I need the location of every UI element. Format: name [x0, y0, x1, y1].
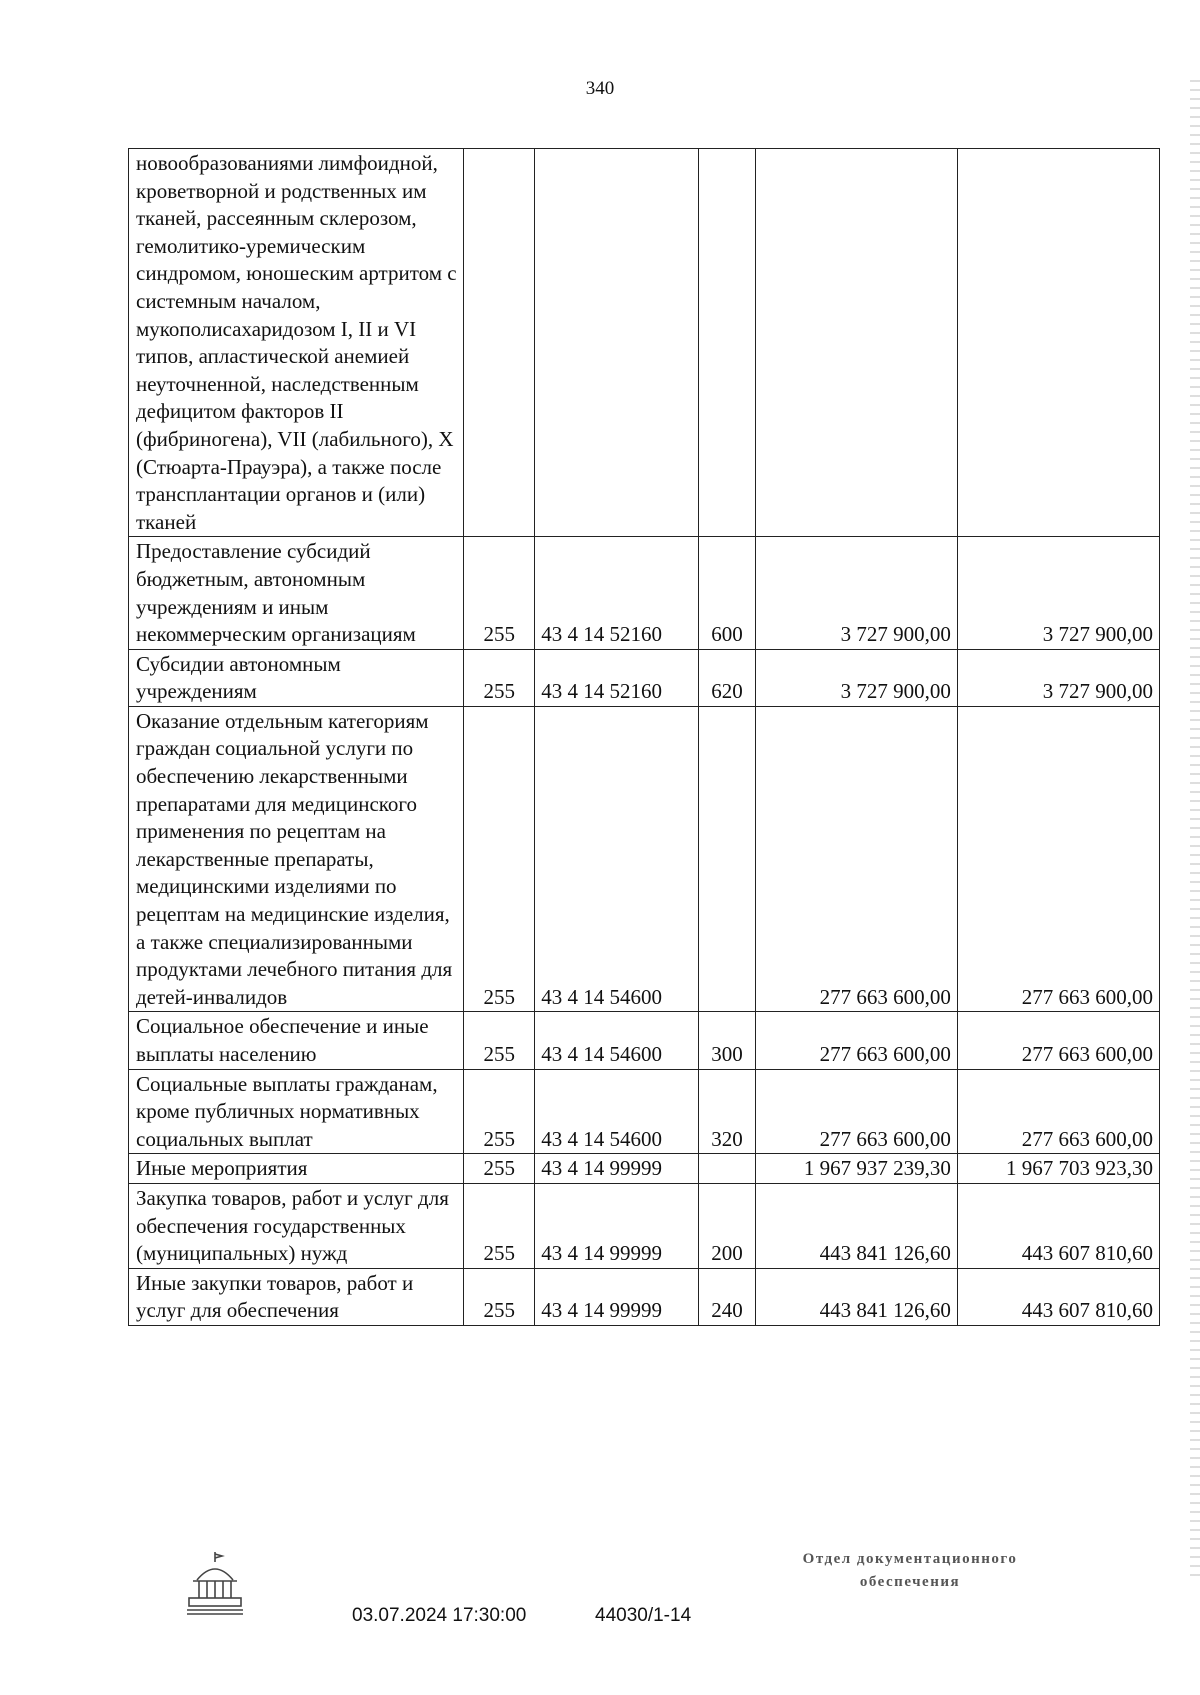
department-stamp: [760, 1548, 1060, 1594]
row-year2-cell: 1 967 703 923,30: [957, 1154, 1159, 1184]
row-csr-cell: 43 4 14 99999: [535, 1268, 699, 1325]
row-vr-cell: 240: [699, 1268, 756, 1325]
row-csr-cell: 43 4 14 52160: [535, 649, 699, 706]
duma-building-logo-icon: [183, 1550, 247, 1620]
table-row: [129, 706, 1160, 1012]
footer-doc-code: 44030/1-14: [595, 1605, 692, 1626]
row-year1-cell: [755, 149, 957, 537]
row-year1-cell: 443 841 126,60: [755, 1268, 957, 1325]
stamp-line-1: Отдел документационного: [802, 1551, 1018, 1567]
budget-table: [128, 148, 1160, 1326]
row-vr-cell: 620: [699, 649, 756, 706]
row-csr-cell: 43 4 14 54600: [535, 1069, 699, 1154]
table-row: [129, 1012, 1160, 1069]
row-vr-cell: 320: [699, 1069, 756, 1154]
table-row: [129, 149, 1160, 537]
row-year1-cell: 1 967 937 239,30: [755, 1154, 957, 1184]
row-year2-cell: [957, 149, 1159, 537]
table-row: [129, 649, 1160, 706]
row-ved-cell: [464, 149, 535, 537]
table-row: [129, 1154, 1160, 1184]
row-year2-cell: 3 727 900,00: [957, 537, 1159, 649]
table-row: [129, 537, 1160, 649]
row-name-cell: Оказание отдельным категориям граждан социальной услуги по обеспечению лекарственными препаратами для медицинского применения по рецептам на лекарственные препараты, медицинскими изделиями по рецептам на медицинские изделия, а также специализированными продуктами лечебного питания для детей-инвалидов: [129, 706, 464, 1012]
row-year1-cell: 443 841 126,60: [755, 1183, 957, 1268]
row-ved-cell: 255: [464, 1154, 535, 1184]
row-year1-cell: 3 727 900,00: [755, 537, 957, 649]
row-csr-cell: 43 4 14 99999: [535, 1154, 699, 1184]
row-name-cell: Иные мероприятия: [129, 1154, 464, 1184]
stamp-line-2: обеспечения: [859, 1574, 961, 1590]
row-vr-cell: [699, 706, 756, 1012]
table-row: [129, 1268, 1160, 1325]
page-number: 340: [585, 78, 615, 99]
row-vr-cell: 200: [699, 1183, 756, 1268]
row-year1-cell: 277 663 600,00: [755, 1012, 957, 1069]
row-csr-cell: 43 4 14 54600: [535, 1012, 699, 1069]
row-year2-cell: 443 607 810,60: [957, 1268, 1159, 1325]
table-body: [129, 149, 1160, 1326]
row-year2-cell: 277 663 600,00: [957, 1012, 1159, 1069]
row-name-cell: Социальное обеспечение и иные выплаты населению: [129, 1012, 464, 1069]
row-csr-cell: 43 4 14 54600: [535, 706, 699, 1012]
scan-edge-marks: [1190, 80, 1200, 1580]
row-name-cell: Закупка товаров, работ и услуг для обеспечения государственных (муниципальных) нужд: [129, 1183, 464, 1268]
row-vr-cell: [699, 149, 756, 537]
row-year2-cell: 3 727 900,00: [957, 649, 1159, 706]
row-name-cell: Социальные выплаты гражданам, кроме публичных нормативных социальных выплат: [129, 1069, 464, 1154]
row-year1-cell: 277 663 600,00: [755, 706, 957, 1012]
row-ved-cell: 255: [464, 706, 535, 1012]
row-ved-cell: 255: [464, 1268, 535, 1325]
row-name-cell: Предоставление субсидий бюджетным, автономным учреждениям и иным некоммерческим организациям: [129, 537, 464, 649]
row-name-cell: Иные закупки товаров, работ и услуг для обеспечения: [129, 1268, 464, 1325]
row-csr-cell: 43 4 14 52160: [535, 537, 699, 649]
table-row: [129, 1183, 1160, 1268]
row-ved-cell: 255: [464, 1069, 535, 1154]
table-row: [129, 1069, 1160, 1154]
row-vr-cell: [699, 1154, 756, 1184]
row-year2-cell: 277 663 600,00: [957, 1069, 1159, 1154]
row-year2-cell: 443 607 810,60: [957, 1183, 1159, 1268]
row-ved-cell: 255: [464, 537, 535, 649]
row-csr-cell: [535, 149, 699, 537]
row-name-cell: новообразованиями лимфоидной, кроветворной и родственных им тканей, рассеянным склерозом, гемолитико-уремическим синдромом, юношеским артритом с системным началом, мукополисахаридозом I, II и VI типов, апластической анемией неуточненной, наследственным дефицитом факторов II (фибриногена), VII (лабильного), X (Стюарта-Прауэра), а также после трансплантации органов и (или) тканей: [129, 149, 464, 537]
row-ved-cell: 255: [464, 1183, 535, 1268]
row-vr-cell: 600: [699, 537, 756, 649]
row-name-cell: Субсидии автономным учреждениям: [129, 649, 464, 706]
row-year1-cell: 3 727 900,00: [755, 649, 957, 706]
row-csr-cell: 43 4 14 99999: [535, 1183, 699, 1268]
row-vr-cell: 300: [699, 1012, 756, 1069]
row-ved-cell: 255: [464, 1012, 535, 1069]
row-ved-cell: 255: [464, 649, 535, 706]
footer-date: 03.07.2024 17:30:00: [352, 1605, 527, 1626]
row-year1-cell: 277 663 600,00: [755, 1069, 957, 1154]
row-year2-cell: 277 663 600,00: [957, 706, 1159, 1012]
